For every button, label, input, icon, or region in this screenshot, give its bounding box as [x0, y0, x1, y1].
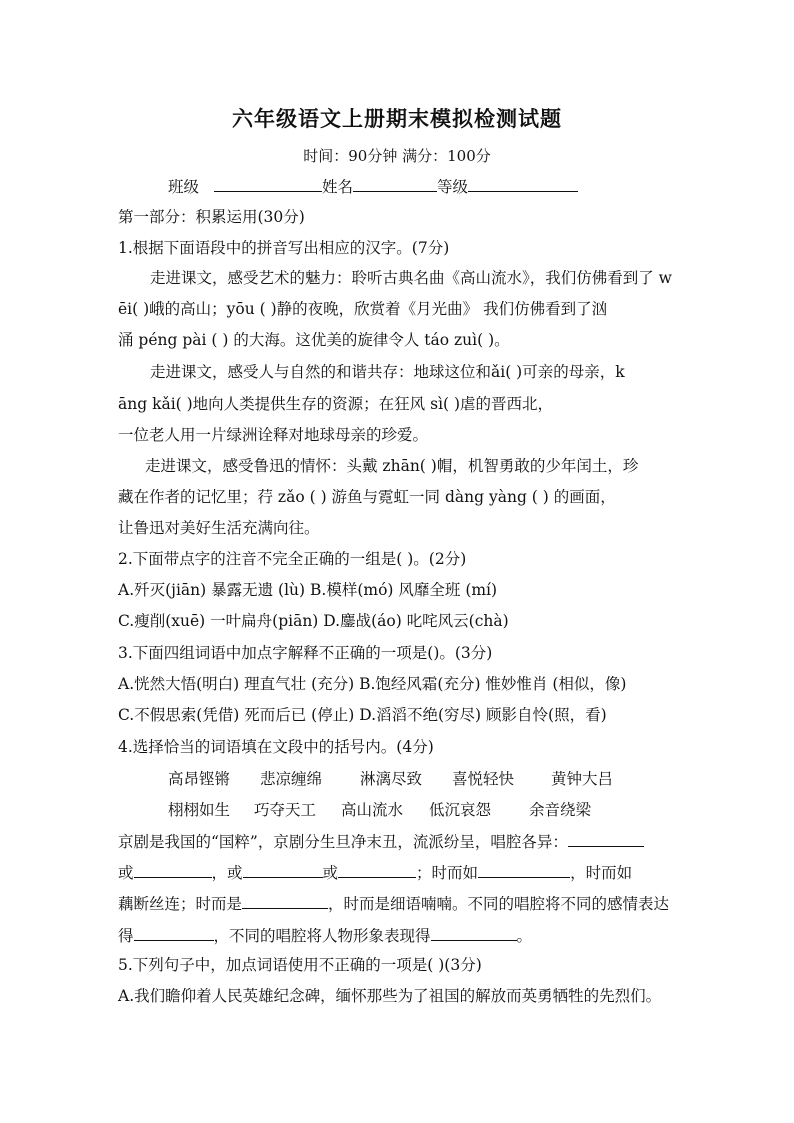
q5-option-line: A.我们瞻仰着人民英雄纪念碑，缅怀那些为了祖国的解放而英勇牺牲的先烈们。 [118, 987, 662, 1005]
passage-text: ，不同的唱腔将人物形象表现得 [213, 927, 431, 945]
q4-passage-line [118, 830, 678, 852]
q1-line: āng kǎi( )地向人类提供生存的资源；在狂风 sì( )虐的晋西北， [118, 395, 554, 413]
grade-label: 等级 [436, 178, 468, 196]
student-info-line [168, 175, 578, 197]
answer-blank[interactable] [478, 861, 570, 878]
word-bank-item: 余音绕梁 [529, 801, 592, 819]
q4-heading: 4.选择恰当的词语填在文段中的括号内。(4分) [118, 738, 434, 756]
passage-text: 或 [322, 864, 339, 882]
answer-blank[interactable] [134, 924, 214, 941]
q5-heading: 5.下列句子中，加点词语使用不正确的一项是( )(3分) [118, 956, 482, 974]
grade-field[interactable] [468, 175, 578, 192]
q1-line: ēi( )峨的高山；yōu ( )静的夜晚，欣赏着《月光曲》 我们仿佛看到了汹 [118, 300, 608, 318]
passage-text: 京剧是我国的“国粹”，京剧分生旦净末丑，流派纷呈，唱腔各异： [118, 833, 568, 851]
name-label: 姓名 [321, 178, 353, 196]
q3-option-line: C.不假思索(凭借) 死而后已 (停止) D.滔滔不绝(穷尽) 顾影自怜(照，看) [118, 706, 607, 724]
passage-text: 藕断丝连；时而是 [118, 895, 243, 913]
passage-text: 或 [118, 864, 134, 882]
passage-text: ，时而如 [570, 864, 633, 882]
q2-option-line: A.歼灭(jiān) 暴露无遗 (lù) B.模样(mó) 风靡全班 (mí) [118, 581, 498, 599]
passage-text: ，时而是细语喃喃。不同的唱腔将不同的感情表达 [328, 895, 670, 913]
word-bank-item: 高山流水 [341, 801, 404, 819]
q1-line: 涌 péng pài ( ) 的大海。这优美的旋律令人 táo zuì( )。 [118, 331, 510, 349]
exam-time-score: 时间：90分钟 满分：100分 [303, 147, 491, 165]
word-bank-item: 高昂铿锵 [168, 770, 231, 788]
word-bank-item: 低沉哀怨 [429, 801, 492, 819]
word-bank-item: 淋漓尽致 [360, 770, 423, 788]
q4-passage-line [118, 892, 678, 914]
answer-blank[interactable] [568, 830, 644, 847]
q2-option-line: C.瘦削(xuē) 一叶扁舟(piān) D.鏖战(áo) 叱咤风云(chà) [118, 612, 509, 630]
word-bank-item: 喜悦轻快 [452, 770, 515, 788]
q1-line: 走进课文，感受鲁迅的情怀：头戴 zhān( )帽，机智勇敢的少年闰土，珍 [145, 457, 639, 475]
answer-blank[interactable] [243, 861, 323, 878]
answer-blank[interactable] [242, 892, 328, 909]
answer-blank[interactable] [431, 924, 517, 941]
q2-heading: 2.下面带点字的注音不完全正确的一组是( )。(2分) [118, 550, 467, 568]
part-heading: 第一部分：积累运用(30分) [118, 208, 305, 226]
answer-blank[interactable] [134, 861, 212, 878]
passage-text: ，或 [211, 864, 243, 882]
q1-line: 走进课文，感受艺术的魅力：聆听古典名曲《高山流水》，我们仿佛看到了 w [150, 269, 672, 287]
q1-line: 一位老人用一片绿洲诠释对地球母亲的珍爱。 [118, 426, 429, 444]
passage-text: 。 [516, 927, 533, 945]
passage-text: ；时而如 [416, 864, 479, 882]
word-bank-item: 巧夺天工 [254, 801, 317, 819]
q3-heading: 3.下面四组词语中加点字解释不正确的一项是()。(3分) [118, 644, 493, 662]
passage-text: 得 [118, 927, 134, 945]
class-label: 班级 [168, 178, 200, 196]
word-bank-item: 栩栩如生 [168, 801, 231, 819]
word-bank-item: 悲凉缠绵 [260, 770, 323, 788]
page-title: 六年级语文上册期末模拟检测试题 [232, 106, 562, 131]
name-field[interactable] [353, 175, 437, 192]
q1-line: 让鲁迅对美好生活充满向往。 [118, 519, 320, 537]
word-bank-row [168, 798, 591, 820]
q1-heading: 1.根据下面语段中的拼音写出相应的汉字。(7分) [118, 239, 450, 257]
class-field[interactable] [214, 175, 322, 192]
word-bank-row [168, 767, 613, 789]
word-bank-item: 黄钟大吕 [551, 770, 614, 788]
q4-passage-line [118, 924, 678, 946]
answer-blank[interactable] [338, 861, 416, 878]
q4-passage-line [118, 861, 678, 883]
q3-option-line: A.恍然大悟(明白) 理直气壮 (充分) B.饱经风霜(充分) 惟妙惟肖 (相似，像) [118, 675, 627, 693]
q1-line: 藏在作者的记忆里；荇 zǎo ( ) 游鱼与霓虹一同 dàng yàng ( ) 的画面， [118, 488, 616, 506]
q1-line: 走进课文，感受人与自然的和谐共存：地球这位和ǎi( )可亲的母亲，k [150, 363, 625, 381]
